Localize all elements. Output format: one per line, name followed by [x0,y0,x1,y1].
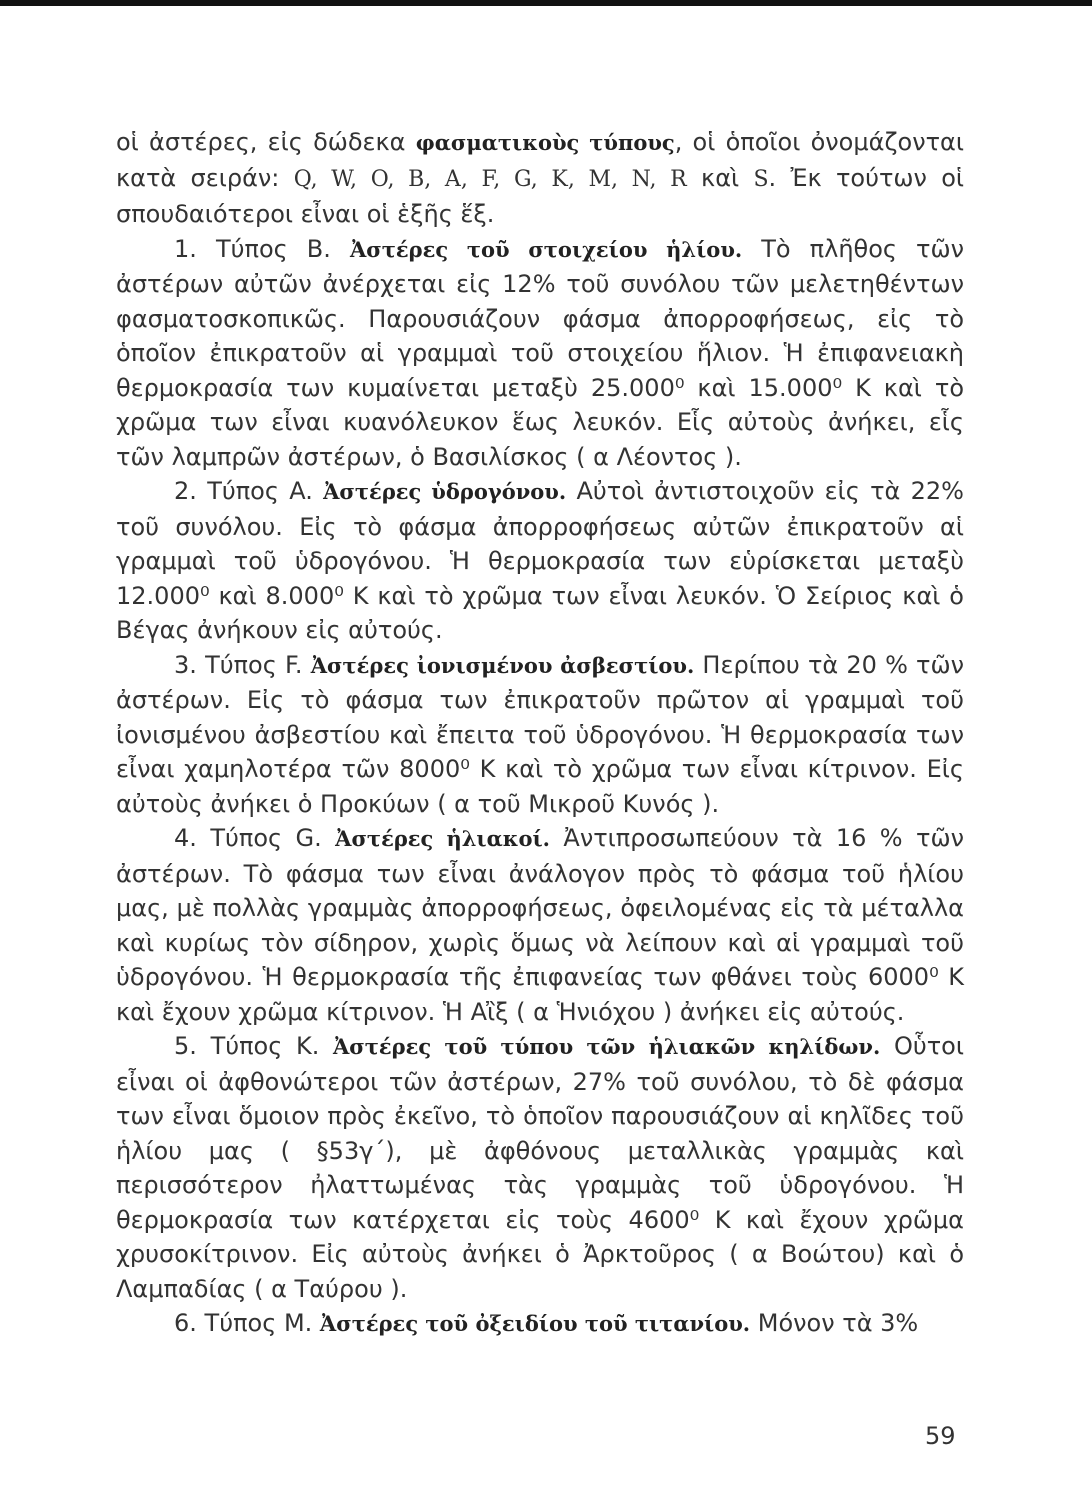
section-title: Ἀστέρες ὑδρογόνου. [323,479,567,504]
section-label: Τύπος M. [204,1309,313,1337]
intro-text-3: καὶ [686,163,754,192]
page-text [116,125,964,1342]
section-body: Μόνον τὰ 3% [757,1309,919,1337]
intro-paragraph [116,125,964,232]
section-label: Τύπος F. [205,650,303,679]
section-type-a [116,474,964,648]
section-number: 4. [174,824,197,852]
scan-top-edge [0,0,1092,6]
section-body: Ἀντιπροσωπεύουν τὰ 16 % τῶν ἀστέρων. Τὸ φάσμα των εἶναι ἀνάλογον πρὸς τὸ φάσμα τοῦ ἡλίου μας, μὲ πολλὰς γραμμὰς ἀπορροφήσεως, ὀφειλομένας εἰς τὰ μέταλλα καὶ κυρίως τὸν σίδηρον, χωρὶς ὅμως νὰ λείπουν καὶ αἱ γραμμαὶ τοῦ ὑδρογόνου. Ἡ θερμοκρασία τῆς ἐπιφανείας των φθάνει τοὺς 6000⁰ K καὶ ἔχουν χρῶμα κίτρινον. Ἡ Αἲξ ( α Ἡνιόχου ) ἀνήκει εἰς αὐτούς. [116,824,964,1026]
section-label: Τύπος B. [215,234,331,263]
intro-bold-term: φασματικοὺς τύπους [415,130,675,155]
section-number: 1. [174,234,197,263]
section-number: 6. [174,1309,197,1337]
section-title: Ἀστέρες τοῦ τύπου τῶν ἡλιακῶν κηλίδων. [333,1034,881,1059]
intro-text-4: . Ἐκ τούτων οἱ σπουδαιότεροι εἶναι οἱ ἑξῆς ἕξ. [116,163,965,228]
section-number: 3. [174,650,197,679]
section-body: Τὸ πλῆθος τῶν ἀστέρων αὐτῶν ἀνέρχεται εἰς 12% τοῦ συνόλου τῶν μελετηθέντων φασματοσκοπικῶς. Παρουσιάζουν φάσμα ἀπορροφήσεως, εἰς τὸ ὁποῖον ἐπικρατοῦν αἱ γραμμαὶ τοῦ στοιχείου ἥλιον. Ἡ ἐπιφανειακὴ θερμοκρασία των κυμαίνεται μεταξὺ 25.000⁰ καὶ 15.000⁰ K καὶ τὸ χρῶμα των εἶναι κυανόλευκον ἕως λευκόν. Εἷς αὐτοὺς ἀνήκει, εἷς τῶν λαμπρῶν ἀστέρων, ὁ Βασιλίσκος ( α Λέοντος ). [116,234,964,471]
section-type-m [116,1306,964,1342]
section-title: Ἀστέρες ἰονισμένου ἀσβεστίου. [310,652,695,678]
section-type-b [116,232,964,475]
section-body: Οὗτοι εἶναι οἱ ἀφθονώτεροι τῶν ἀστέρων, 27% τοῦ συνόλου, τὸ δὲ φάσμα των εἶναι ὅμοιον πρὸς ἐκεῖνο, τὸ ὁποῖον παρουσιάζουν αἱ κηλῖδες τοῦ ἡλίου μας ( §53γ΄), μὲ ἀφθόνους μεταλλικὰς γραμμὰς καὶ περισσότερον ἠλαττωμένας τὰς γραμμὰς τοῦ ὑδρογόνου. Ἡ θερμοκρασία των κατέρχεται εἰς τοὺς 4600⁰ K καὶ ἔχουν χρῶμα χρυσοκίτρινον. Εἰς αὐτοὺς ἀνήκει ὁ Ἀρκτοῦρος ( α Βοώτου) καὶ ὁ Λαμπαδίας ( α Ταύρου ). [116,1032,964,1303]
section-title: Ἀστέρες τοῦ ὀξειδίου τοῦ τιτανίου. [319,1311,751,1336]
section-label: Τύπος G. [210,824,322,852]
section-label: Τύπος A. [207,477,313,505]
section-body: Αὐτοὶ ἀντιστοιχοῦν εἰς τὰ 22% τοῦ συνόλου. Εἰς τὸ φάσμα ἀπορροφήσεως αὐτῶν ἐπικρατοῦν αἱ γραμμαὶ τοῦ ὑδρογόνου. Ἡ θερμοκρασία των εὑρίσκεται μεταξὺ 12.000⁰ καὶ 8.000⁰ K καὶ τὸ χρῶμα των εἶναι λευκόν. Ὁ Σείριος καὶ ὁ Βέγας ἀνήκουν εἰς αὐτούς. [116,477,964,644]
spectral-letters: Q, W, O, B, A, F, G, K, M, N, R [293,166,687,192]
spectral-letter-s: S [753,166,769,192]
page-number: 59 [925,1422,956,1450]
intro-text-1: οἱ ἀστέρες, εἰς δώδεκα [116,128,416,156]
section-number: 5. [174,1032,197,1060]
section-title: Ἀστέρες τοῦ στοιχείου ἡλίου. [349,236,743,262]
section-label: Τύπος K. [210,1032,320,1060]
section-body: Περίπου τὰ 20 % τῶν ἀστέρων. Εἰς τὸ φάσμα των ἐπικρατοῦν πρῶτον αἱ γραμμαὶ τοῦ ἰονισμένου ἀσβεστίου καὶ ἔπειτα τοῦ ὑδρογόνου. Ἡ θερμοκρασία των εἶναι χαμηλοτέρα τῶν 8000⁰ K καὶ τὸ χρῶμα των εἶναι κίτρινον. Εἰς αὐτοὺς ἀνήκει ὁ Προκύων ( α τοῦ Μικροῦ Κυνός ). [116,650,964,818]
section-title: Ἀστέρες ἡλιακοί. [335,826,550,851]
section-type-k [116,1029,964,1306]
section-type-f [116,648,964,822]
section-type-g [116,821,964,1029]
intro-text-2: , οἱ ὁποῖοι ὀνομάζονται κατὰ σειράν: [116,128,964,192]
section-number: 2. [174,477,197,505]
